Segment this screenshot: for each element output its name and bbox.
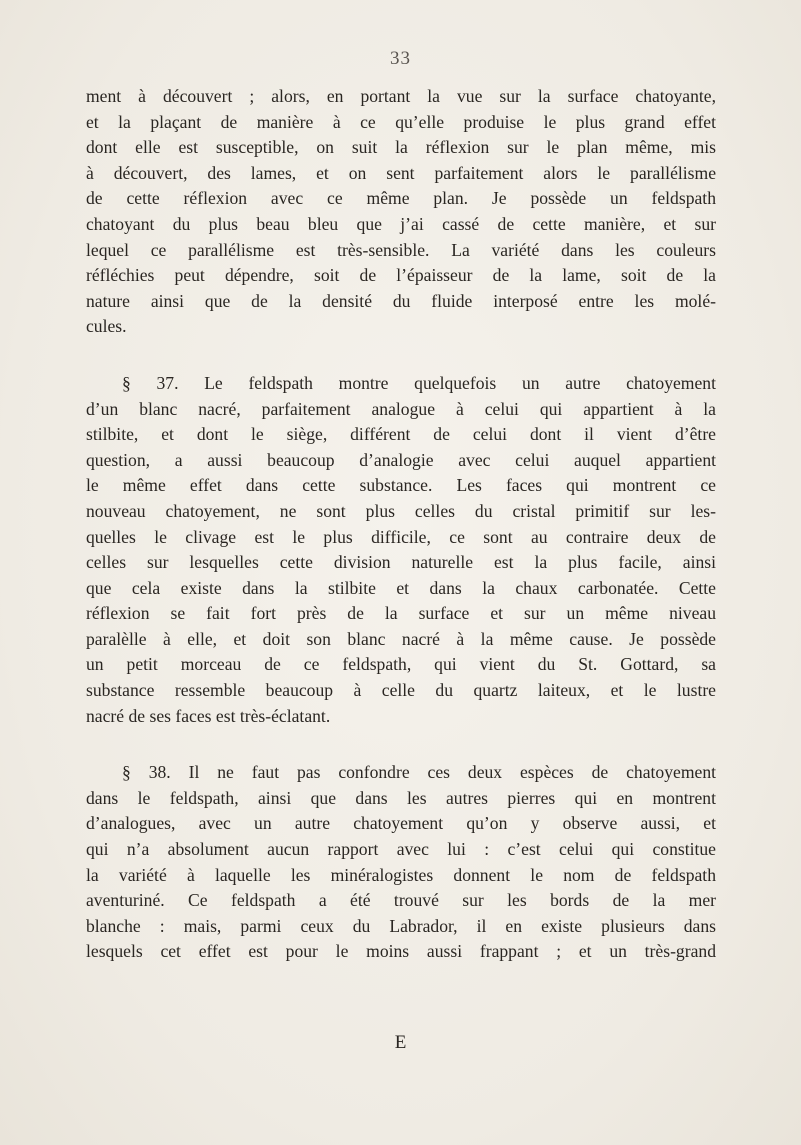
text-line: dont elle est susceptible, on suit la réflexion sur le plan même, mis [86, 137, 716, 158]
text-line: réfléchies peut dépendre, soit de l’épaisseur de la lame, soit de la [86, 265, 716, 286]
paragraph-2 [86, 371, 716, 729]
text-line: ment à découvert ; alors, en portant la vue sur la surface chatoyante, [86, 86, 716, 106]
text-line: d’analogues, avec un autre chatoyement qu’on y observe aussi, et [86, 813, 716, 834]
text-line: lequel ce parallélisme est très-sensible. La variété dans les couleurs [86, 239, 716, 260]
text-line: paralèlle à elle, et doit son blanc nacré à la même cause. Je possède [86, 628, 716, 649]
paragraph-1 [86, 84, 716, 340]
text-line: question, a aussi beaucoup d’analogie avec celui auquel appartient [86, 449, 716, 470]
text-line: à découvert, des lames, et on sent parfaitement alors le parallélisme [86, 162, 716, 183]
text-line: substance ressemble beaucoup à celle du quartz laiteux, et le lustre [86, 680, 716, 701]
text-line: § 37. Le feldspath montre quelquefois un autre chatoyement [122, 372, 716, 393]
text-line: chatoyant du plus beau bleu que j’ai cassé de cette manière, et sur [86, 213, 716, 234]
signature-mark: E [394, 1032, 407, 1053]
paragraph-gap [86, 340, 716, 371]
text-line: un petit morceau de ce feldspath, qui vient du St. Gottard, sa [86, 654, 716, 675]
text-line: quelles le clivage est le plus difficile, ce sont au contraire deux de [86, 526, 716, 547]
paragraph-3 [86, 760, 716, 965]
text-line: et la plaçant de manière à ce qu’elle produise le plus grand effet [86, 111, 716, 132]
text-line: § 38. Il ne faut pas confondre ces deux espèces de chatoyement [122, 762, 716, 783]
text-line: celles sur lesquelles cette division naturelle est la plus facile, ainsi [86, 552, 716, 573]
text-line: réflexion se fait fort près de la surface et sur un même niveau [86, 603, 716, 624]
text-line: aventuriné. Ce feldspath a été trouvé sur les bords de la mer [86, 890, 716, 911]
text-line: que cela existe dans la stilbite et dans la chaux carbonatée. Cette [86, 577, 716, 598]
text-line: nacré de ses faces est très-éclatant. [86, 705, 331, 726]
text-line: le même effet dans cette substance. Les faces qui montrent ce [86, 475, 716, 496]
text-line: la variété à laquelle les minéralogistes donnent le nom de feldspath [86, 864, 716, 885]
paragraph-gap [86, 729, 716, 760]
text-line: de cette réflexion avec ce même plan. Je possède un feldspath [86, 188, 716, 209]
page-number: 33 [390, 48, 411, 69]
text-line: nouveau chatoyement, ne sont plus celles du cristal primitif sur les- [86, 500, 716, 521]
text-line: dans le feldspath, ainsi que dans les autres pierres qui en montrent [86, 787, 716, 808]
body-text [86, 84, 716, 965]
text-line: d’un blanc nacré, parfaitement analogue à celui qui appartient à la [86, 398, 716, 419]
text-line: nature ainsi que de la densité du fluide interposé entre les molé- [86, 290, 716, 311]
text-line: qui n’a absolument aucun rapport avec lui : c’est celui qui constitue [86, 839, 716, 860]
text-line: cules. [86, 316, 127, 337]
text-line: stilbite, et dont le siège, différent de celui dont il vient d’être [86, 424, 716, 445]
text-line: blanche : mais, parmi ceux du Labrador, il en existe plusieurs dans [86, 915, 716, 936]
text-line: lesquels cet effet est pour le moins aussi frappant ; et un très-grand [86, 941, 716, 962]
